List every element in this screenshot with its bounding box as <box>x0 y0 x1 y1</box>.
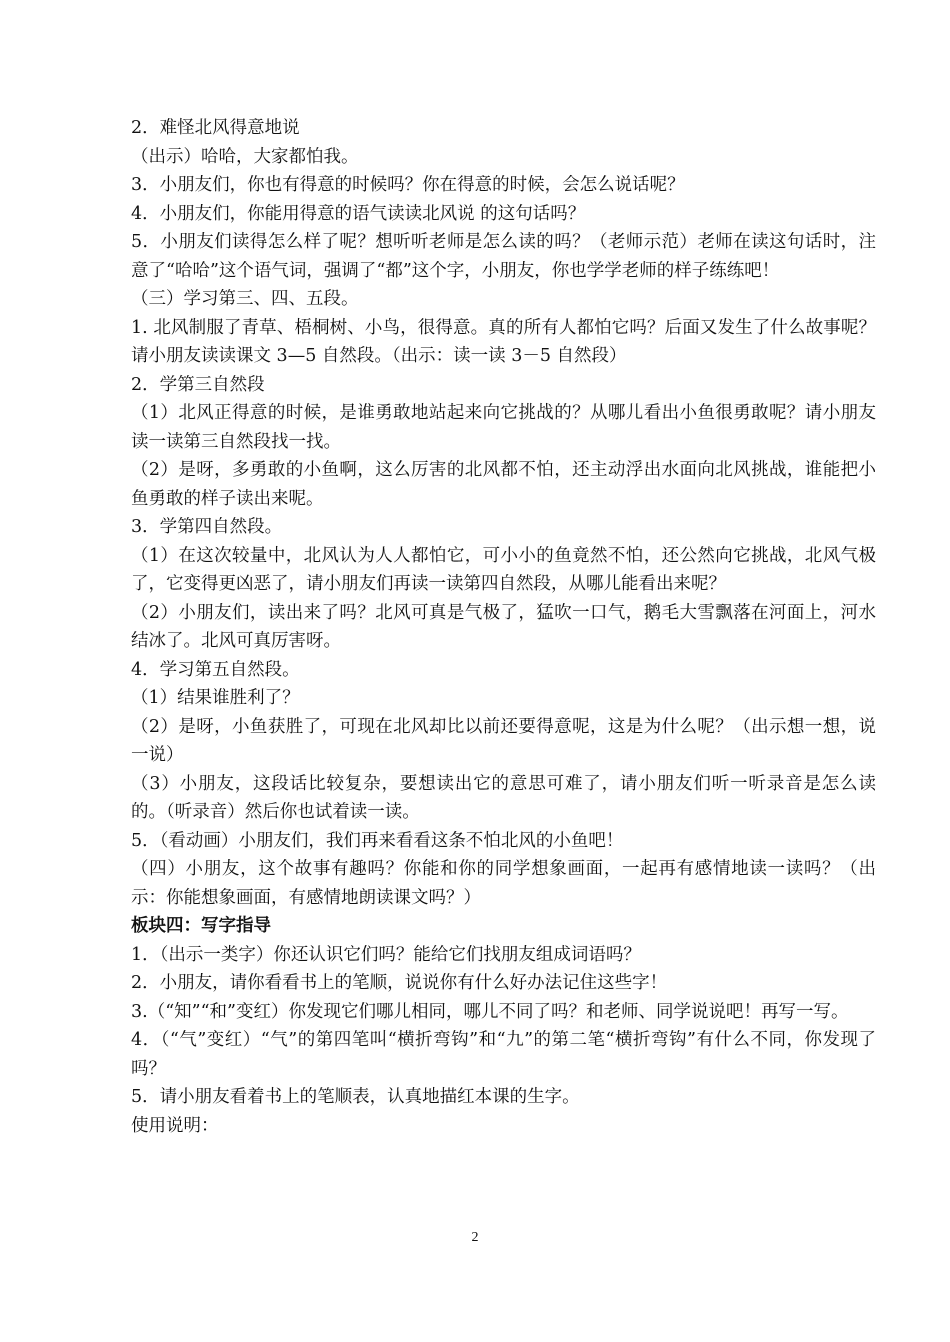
paragraph: 1．（出示一类字）你还认识它们吗？能给它们找朋友组成词语吗？ <box>131 944 641 965</box>
paragraph: 3．小朋友们，你也有得意的时候吗？你在得意的时候，会怎么说话呢？ <box>131 175 685 195</box>
paragraph: 4．（“气”变红）“气”的第四笔叫“横折弯钩”和“九”的第二笔“横折弯钩”有什么不同，你发现了吗？ <box>131 1030 876 1079</box>
paragraph: （1）在这次较量中，北风认为人人都怕它，可小小的鱼竟然不怕，还公然向它挑战，北风气极了，它变得更凶恶了，请小朋友们再读一读第四自然段，从哪儿能看出来呢？ <box>131 545 876 594</box>
document-body <box>131 114 876 1140</box>
paragraph: （四）小朋友，这个故事有趣吗？你能和你的同学想象画面，一起再有感情地读一读吗？（出示：你能想象画面，有感情地朗读课文吗？） <box>131 859 876 908</box>
paragraph: 4．小朋友们，你能用得意的语气读读北风说 的这句话吗？ <box>131 203 586 224</box>
paragraph: （出示）哈哈，大家都怕我。 <box>131 146 359 167</box>
paragraph: 2．学第三自然段 <box>131 374 265 395</box>
paragraph: （1）北风正得意的时候，是谁勇敢地站起来向它挑战的？从哪儿看出小鱼很勇敢呢？请小朋友读一读第三自然段找一找。 <box>131 403 876 452</box>
paragraph: 5．请小朋友看着书上的笔顺表，认真地描红本课的生字。 <box>131 1087 580 1107</box>
block-heading: 板块四：写字指导 <box>131 916 271 936</box>
paragraph: 5．小朋友们读得怎么样了呢？想听听老师是怎么读的吗？（老师示范）老师在读这句话时，注意了“哈哈”这个语气词，强调了“都”这个字，小朋友，你也学学老师的样子练练吧！ <box>131 232 876 281</box>
paragraph: （2）是呀，多勇敢的小鱼啊，这么厉害的北风都不怕，还主动浮出水面向北风挑战，谁能把小鱼勇敢的样子读出来呢。 <box>131 460 876 509</box>
section-heading: （三）学习第三、四、五段。 <box>131 289 359 309</box>
paragraph: 3.（“知”“和”变红）你发现它们哪儿相同，哪儿不同了吗？和老师、同学说说吧！再写一写。 <box>131 1001 849 1022</box>
page-number: 2 <box>471 1230 479 1245</box>
paragraph: （3）小朋友，这段话比较复杂，要想读出它的意思可难了，请小朋友们听一听录音是怎么读的。（听录音）然后你也试着读一读。 <box>131 773 876 822</box>
paragraph: 5．（看动画）小朋友们，我们再来看看这条不怕北风的小鱼吧！ <box>131 830 624 851</box>
paragraph: （2）小朋友们，读出来了吗？北风可真是气极了，猛吹一口气，鹅毛大雪飘落在河面上，河水结冰了。北风可真厉害呀。 <box>131 602 876 651</box>
paragraph: 使用说明： <box>131 1115 219 1136</box>
paragraph: 4．学习第五自然段。 <box>131 659 300 680</box>
paragraph: （1）结果谁胜利了？ <box>131 688 300 708</box>
paragraph: 1. 北风制服了青草、梧桐树、小鸟，很得意。真的所有人都怕它吗？后面又发生了什么故事呢？请小朋友读读课文 3—5 自然段。（出示：读一读 3－5 自然段） <box>131 317 876 366</box>
paragraph: 2．难怪北风得意地说 <box>131 118 300 138</box>
paragraph: 3．学第四自然段。 <box>131 517 283 537</box>
paragraph: 2．小朋友，请你看看书上的笔顺，说说你有什么好办法记住这些字！ <box>131 973 668 993</box>
paragraph: （2）是呀，小鱼获胜了，可现在北风却比以前还要得意呢，这是为什么呢？（出示想一想，说一说） <box>131 716 876 765</box>
